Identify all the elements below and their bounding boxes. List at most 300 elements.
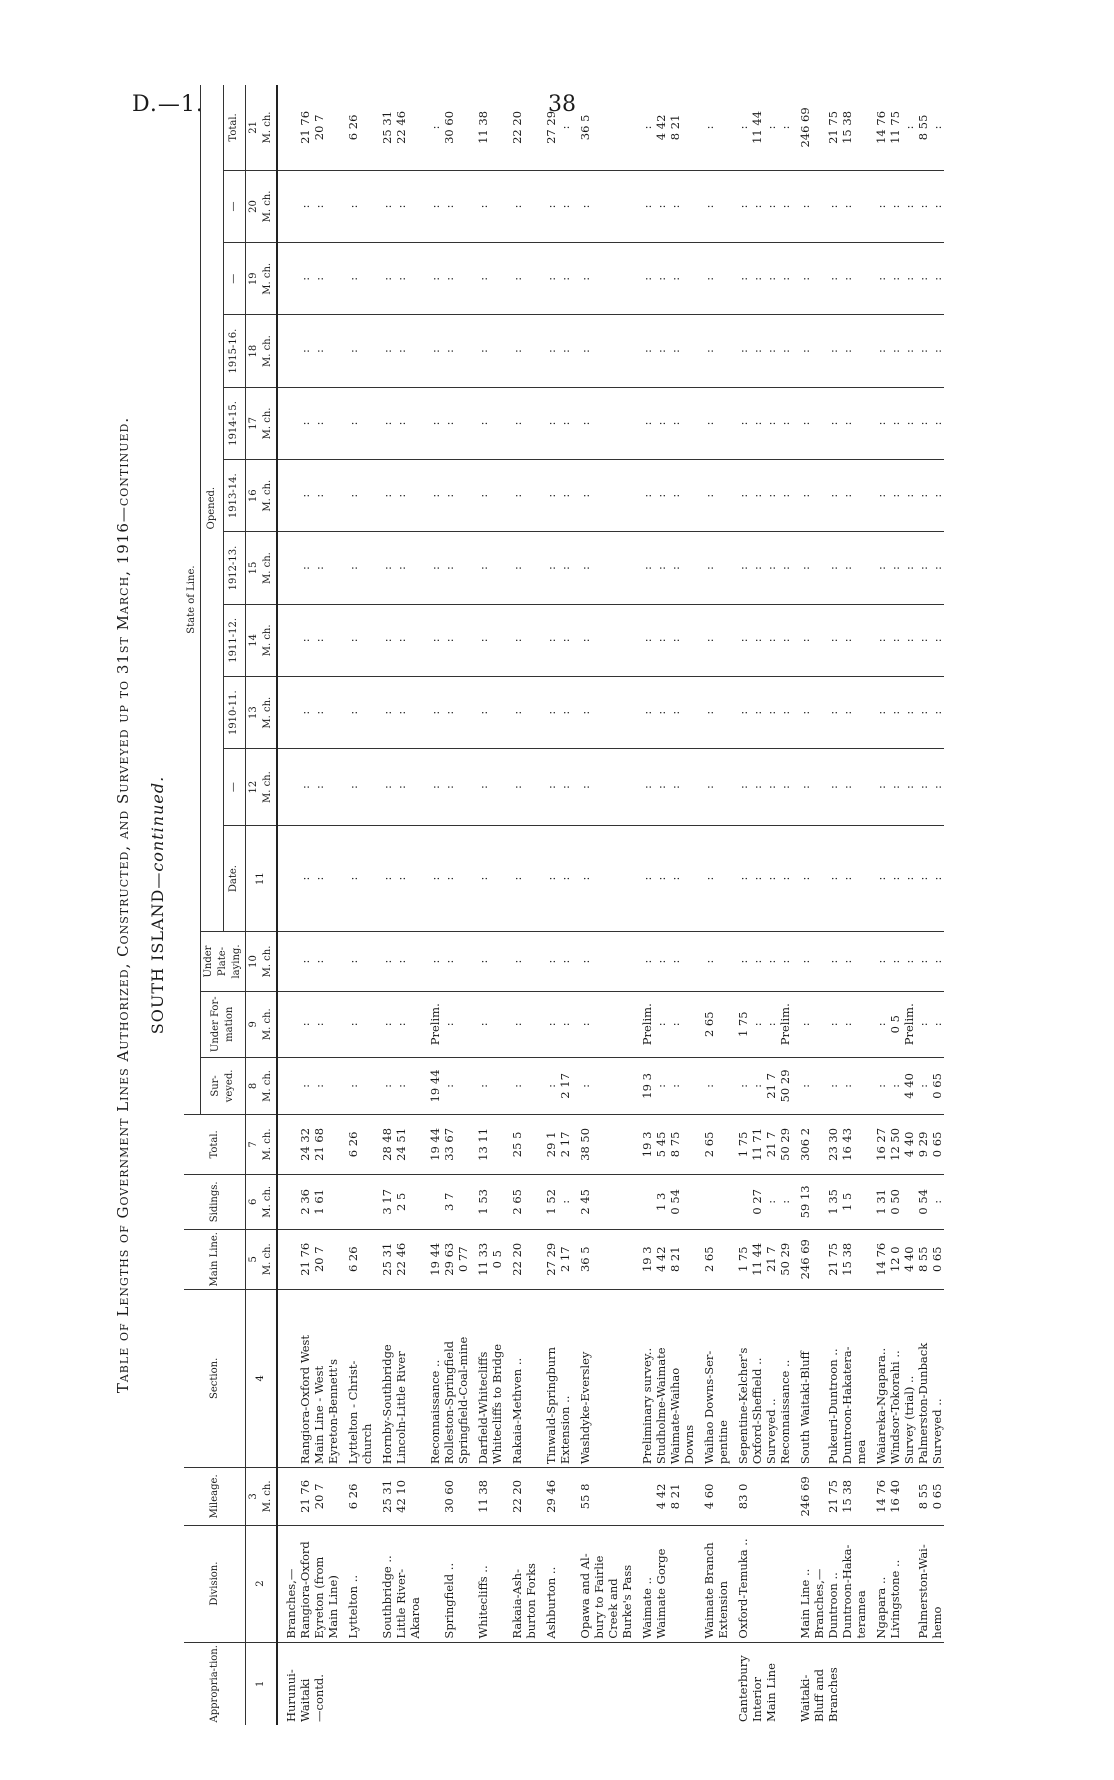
cell-total: 28 48 24 51 xyxy=(374,1115,422,1175)
cell-opened-1910: : : xyxy=(538,677,572,749)
cell-opened-1911: : xyxy=(572,604,634,676)
cell-opened-dash-3: : xyxy=(470,170,504,242)
header-section: Section. xyxy=(184,1289,246,1468)
cell-grand-total: 246 69 21 75 15 38 xyxy=(798,107,854,148)
cell-opened-1914: : : xyxy=(374,387,422,459)
cell-opened-1912: : : : : xyxy=(730,532,792,604)
header-1912: 1912-13. xyxy=(223,532,246,604)
cell-surveyed: : : 21 7 50 29 xyxy=(730,1057,792,1114)
cell-under-platelaying: : : xyxy=(538,932,572,992)
cell-mileage: 21 76 20 7 xyxy=(277,1468,340,1525)
col-num xyxy=(246,170,278,242)
cell-opened-1911: : : xyxy=(422,604,470,676)
cell-sidings: 3 7 xyxy=(422,1174,470,1229)
cell-opened-dash-2: : : xyxy=(374,243,422,315)
cell-grand-total: : 30 60 xyxy=(428,110,456,144)
cell-mileage: 22 20 xyxy=(504,1468,538,1525)
cell-under-formation: 1 75 : : Prelim. xyxy=(730,991,792,1057)
cell-main-line: 22 20 xyxy=(504,1229,538,1289)
cell-grand-total: 36 5 xyxy=(578,114,592,141)
cell-under-platelaying: : : : : : xyxy=(868,932,944,992)
cell-main-line: 36 5 xyxy=(572,1229,634,1289)
cell-under-formation: : 0 5 Prelim. : : xyxy=(868,991,944,1057)
cell-total: 306 2 23 30 16 43 xyxy=(792,1115,868,1175)
cell-opened-1911: : xyxy=(696,604,730,676)
cell-opened-1913: : : : : : xyxy=(868,460,944,532)
cell-total: 1 75 11 71 21 7 50 29 xyxy=(730,1115,792,1175)
cell-date: : xyxy=(470,825,504,931)
cell-opened-1915: : xyxy=(572,315,634,387)
cell-grand-total: 21 76 20 7 xyxy=(298,110,326,144)
page-reference: D.—1. xyxy=(132,92,204,117)
cell-under-formation: : xyxy=(470,991,504,1057)
header-opened: Opened. xyxy=(201,85,224,932)
cell-surveyed: : : xyxy=(374,1057,422,1114)
cell-main-line: 19 44 29 63 0 77 xyxy=(422,1229,470,1289)
cell-under-formation: : xyxy=(504,991,538,1057)
table-row xyxy=(470,85,504,1725)
cell-under-platelaying: : xyxy=(470,932,504,992)
cell-opened-1912: : xyxy=(340,532,374,604)
cell-opened-dash-2: : : : : : xyxy=(868,243,944,315)
cell-date: : : xyxy=(374,825,422,931)
cell-opened-dash: : : xyxy=(374,749,422,826)
cell-date: : : : xyxy=(634,825,696,931)
cell-opened-1910: : : : xyxy=(634,677,696,749)
cell-opened-dash: : : xyxy=(277,749,340,826)
table-caption: Table of Lengths of Government Lines Authorized, Constructed, and Surveyed up to 31st March, 1916—continued. xyxy=(114,416,132,1394)
cell-surveyed: 19 44 : xyxy=(422,1057,470,1114)
cell-opened-1912: : : xyxy=(422,532,470,604)
cell-grand-total: 22 20 xyxy=(510,110,524,144)
cell-sidings: 1 52 : xyxy=(538,1174,572,1229)
cell-opened-dash: : : : xyxy=(634,749,696,826)
subcaption-continued: continued. xyxy=(148,775,167,872)
rotated-table-block xyxy=(70,85,1030,1725)
cell-date: : : : : xyxy=(730,825,792,931)
cell-under-formation: 2 65 xyxy=(696,991,730,1057)
cell-opened-1910: : xyxy=(340,677,374,749)
header-main-line: Main Line. xyxy=(184,1229,246,1289)
header-1914: 1914-15. xyxy=(223,387,246,459)
cell-main-line: 6 26 xyxy=(340,1229,374,1289)
unit-label: M. ch. xyxy=(262,262,273,295)
cell-date: : xyxy=(696,825,730,931)
cell-total: 19 44 33 67 xyxy=(422,1115,470,1175)
cell-opened-1915: : xyxy=(696,315,730,387)
cell-opened-1913: : : : xyxy=(634,460,696,532)
header-1913: 1913-14. xyxy=(223,460,246,532)
unit-label: M. ch. xyxy=(262,624,273,657)
num-label: 13 xyxy=(248,706,259,720)
table-row xyxy=(730,85,792,1725)
cell-surveyed: : xyxy=(504,1057,538,1114)
cell-opened-dash-3: : : : : xyxy=(730,170,792,242)
cell-opened-1910: : : : : xyxy=(730,677,792,749)
cell-opened-1913: : : xyxy=(277,460,340,532)
unit-label: M. ch. xyxy=(262,111,273,144)
cell-sidings: 1 3 0 54 xyxy=(634,1174,696,1229)
cell-opened-1915: : xyxy=(504,315,538,387)
cell-grand-total: 6 26 xyxy=(346,114,360,141)
cell-opened-1914: : : xyxy=(422,387,470,459)
table-subcaption xyxy=(148,85,167,1725)
subcaption-main: SOUTH ISLAND— xyxy=(148,871,167,1035)
cell-opened-dash-2: : xyxy=(696,243,730,315)
column-number-row xyxy=(246,85,278,1725)
cell-total: 38 50 xyxy=(572,1115,634,1175)
table-row xyxy=(374,85,422,1725)
cell-opened-dash-3: : xyxy=(504,170,538,242)
unit-label: M. ch. xyxy=(262,771,273,804)
cell-opened-1914: : xyxy=(572,387,634,459)
table-row xyxy=(538,85,572,1725)
cell-opened-1913: : xyxy=(340,460,374,532)
cell-under-platelaying: : xyxy=(572,932,634,992)
cell-section: Tinwald-Springburn Extension .. xyxy=(538,1289,572,1468)
cell-under-platelaying: : : xyxy=(422,932,470,992)
cell-opened-1910: : xyxy=(696,677,730,749)
cell-surveyed: : : : xyxy=(792,1057,868,1114)
cell-under-formation: Prelim. : : xyxy=(634,991,696,1057)
cell-division: Oxford-Temuka .. xyxy=(730,1525,792,1642)
unit-label: M. ch. xyxy=(262,190,273,223)
col-num: 1 xyxy=(246,1642,278,1725)
col-num: 2 xyxy=(246,1525,278,1642)
header-under-formation: Under For-mation xyxy=(201,991,246,1057)
cell-opened-1910: : xyxy=(572,677,634,749)
cell-opened-1913: : xyxy=(504,460,538,532)
num-label: 9 xyxy=(248,1021,259,1028)
cell-opened-1911: : : : xyxy=(634,604,696,676)
header-total: Total. xyxy=(184,1115,246,1175)
col-num xyxy=(246,932,278,992)
cell-section: Reconnaissance .. Rolleston-Springfield Springfield-Coal-mine xyxy=(422,1289,470,1468)
cell-mileage: 4 60 xyxy=(696,1468,730,1525)
cell-opened-1911: : : xyxy=(277,604,340,676)
cell-opened-dash-3: : : xyxy=(277,170,340,242)
cell-section: Waihao Downs-Ser- pentine xyxy=(696,1289,730,1468)
cell-opened-dash: : : : xyxy=(792,749,868,826)
cell-under-platelaying: : : : : xyxy=(730,932,792,992)
col-num xyxy=(246,991,278,1057)
cell-date: : : xyxy=(422,825,470,931)
cell-opened-1912: : : : xyxy=(634,532,696,604)
num-label: 17 xyxy=(248,417,259,430)
cell-opened-1913: : : xyxy=(374,460,422,532)
table-row xyxy=(696,85,730,1725)
col-num xyxy=(246,85,278,170)
cell-opened-1915: : : : xyxy=(792,315,868,387)
num-label: 5 xyxy=(248,1256,259,1263)
header-dash-3: — xyxy=(223,170,246,242)
num-label: 3 xyxy=(248,1493,259,1500)
cell-date: : xyxy=(504,825,538,931)
unit-label: M. ch. xyxy=(262,1185,273,1218)
cell-division: Waimate Branch Extension xyxy=(696,1525,730,1642)
cell-main-line: 11 33 0 5 xyxy=(470,1229,504,1289)
cell-grand-total: 25 31 22 46 xyxy=(380,110,408,144)
cell-opened-1912: : xyxy=(504,532,538,604)
cell-sidings: 0 27 : : xyxy=(730,1174,792,1229)
cell-mileage: 246 69 21 75 15 38 xyxy=(792,1468,868,1525)
cell-opened-1914: : : : xyxy=(792,387,868,459)
cell-mileage: 30 60 xyxy=(422,1468,470,1525)
cell-main-line: 19 3 4 42 8 21 xyxy=(634,1229,696,1289)
cell-opened-dash-2: : xyxy=(572,243,634,315)
cell-under-platelaying: : xyxy=(504,932,538,992)
cell-opened-dash-3: : xyxy=(696,170,730,242)
cell-opened-dash-3: : : xyxy=(422,170,470,242)
table-row xyxy=(277,85,340,1725)
cell-opened-1911: : : : : xyxy=(730,604,792,676)
cell-opened-1910: : : xyxy=(277,677,340,749)
unit-label: M. ch. xyxy=(262,1128,273,1161)
cell-under-platelaying: : xyxy=(340,932,374,992)
lengths-table xyxy=(184,85,944,1725)
cell-total: 24 32 21 68 xyxy=(277,1115,340,1175)
cell-surveyed: : xyxy=(572,1057,634,1114)
cell-grand-total: 27 29 : xyxy=(544,110,572,144)
cell-mileage: 6 26 xyxy=(340,1468,374,1525)
cell-appropriation xyxy=(634,1642,696,1725)
cell-opened-dash: : : xyxy=(538,749,572,826)
col-num xyxy=(246,604,278,676)
cell-date: : : : : : xyxy=(868,825,944,931)
cell-appropriation xyxy=(340,1642,374,1725)
cell-section: Lyttelton - Christ- church xyxy=(340,1289,374,1468)
num-label: 6 xyxy=(248,1198,259,1206)
col-num xyxy=(246,1229,278,1289)
cell-opened-1915: : : : : : xyxy=(868,315,944,387)
cell-section: Darfield-Whitecliffs Whitecliffs to Bridge xyxy=(470,1289,504,1468)
cell-opened-1910: : : xyxy=(374,677,422,749)
cell-under-platelaying: : : xyxy=(277,932,340,992)
cell-under-formation: : : xyxy=(374,991,422,1057)
cell-sidings: 3 17 2 5 xyxy=(374,1174,422,1229)
cell-division: Rakaia-Ash- burton Forks xyxy=(504,1525,538,1642)
cell-opened-1913: : xyxy=(470,460,504,532)
cell-section: Washdyke-Eversley xyxy=(572,1289,634,1468)
cell-opened-1914: : xyxy=(470,387,504,459)
cell-under-formation: : : xyxy=(538,991,572,1057)
cell-opened-1913: : : xyxy=(538,460,572,532)
col-num xyxy=(246,315,278,387)
cell-main-line: 25 31 22 46 xyxy=(374,1229,422,1289)
cell-opened-1912: : xyxy=(696,532,730,604)
cell-appropriation xyxy=(422,1642,470,1725)
unit-label: M. ch. xyxy=(262,552,273,584)
cell-division: Opawa and Al- bury to Fairlie Creek and Burke's Pass xyxy=(572,1525,634,1642)
table-row xyxy=(340,85,374,1725)
cell-total: 25 5 xyxy=(504,1115,538,1175)
cell-appropriation xyxy=(470,1642,504,1725)
cell-opened-1910: : : : : : xyxy=(868,677,944,749)
cell-opened-dash-2: : : : xyxy=(792,243,868,315)
cell-mileage: 29 46 xyxy=(538,1468,572,1525)
cell-opened-dash-3: : : xyxy=(374,170,422,242)
cell-main-line: 21 76 20 7 xyxy=(277,1229,340,1289)
cell-opened-dash: : : : : xyxy=(730,749,792,826)
cell-opened-dash-2: : : : xyxy=(634,243,696,315)
unit-label: M. ch. xyxy=(262,407,273,440)
header-1915: 1915-16. xyxy=(223,315,246,387)
cell-opened-dash: : xyxy=(340,749,374,826)
cell-opened-dash-2: : : xyxy=(538,243,572,315)
cell-under-platelaying: : xyxy=(696,932,730,992)
cell-grand-total: : 11 44 : : xyxy=(736,110,792,144)
cell-opened-1914: : : : : : xyxy=(868,387,944,459)
cell-section: Rangiora-Oxford West Main Line - West Eyreton-Bennett's xyxy=(277,1289,340,1468)
cell-mileage: 14 76 16 40 8 55 0 65 xyxy=(868,1468,944,1525)
cell-opened-dash-2: : : : : xyxy=(730,243,792,315)
cell-mileage: 83 0 xyxy=(730,1468,792,1525)
header-mileage: Mileage. xyxy=(184,1468,246,1525)
col-num xyxy=(246,1174,278,1229)
cell-division: Whitecliffs .. xyxy=(470,1525,504,1642)
cell-opened-1912: : : xyxy=(374,532,422,604)
cell-opened-1913: : : : xyxy=(792,460,868,532)
cell-opened-1915: : : xyxy=(374,315,422,387)
cell-sidings: 2 45 xyxy=(572,1174,634,1229)
cell-grand-total: : 4 42 8 21 xyxy=(640,114,682,141)
cell-opened-1912: : : xyxy=(277,532,340,604)
unit-label: M. ch. xyxy=(262,1070,273,1102)
header-grand-total: Total. xyxy=(223,85,246,170)
cell-total: 2 65 xyxy=(696,1115,730,1175)
cell-total: 6 26 xyxy=(340,1115,374,1175)
cell-sidings: 1 53 xyxy=(470,1174,504,1229)
cell-opened-1915: : : xyxy=(538,315,572,387)
cell-under-formation: : : xyxy=(277,991,340,1057)
col-num xyxy=(246,1057,278,1114)
cell-sidings: 1 31 0 50 0 54 : xyxy=(868,1174,944,1229)
num-label: 20 xyxy=(248,200,259,213)
cell-opened-1911: : : : : : xyxy=(868,604,944,676)
cell-opened-dash-3: : : : xyxy=(634,170,696,242)
unit-label: M. ch. xyxy=(262,1480,273,1513)
cell-appropriation: Canterbury Interior Main Line xyxy=(730,1642,792,1725)
cell-under-platelaying: : : xyxy=(374,932,422,992)
cell-opened-dash-3: : : : xyxy=(792,170,868,242)
cell-opened-1912: : : : xyxy=(792,532,868,604)
num-label: 15 xyxy=(248,561,259,575)
num-label: 14 xyxy=(248,634,259,647)
cell-main-line: 1 75 11 44 21 7 50 29 xyxy=(730,1229,792,1289)
num-label: 10 xyxy=(248,955,259,968)
cell-opened-dash: : xyxy=(696,749,730,826)
cell-appropriation xyxy=(868,1642,944,1725)
cell-division: Branches,— Rangiora-Oxford Eyreton (from Main Line) xyxy=(277,1525,340,1642)
cell-section: Waiareka-Ngapara.. Windsor-Tokorahi .. Survey (trial) .. Palmerston-Dunback Surveyed .. xyxy=(868,1289,944,1468)
num-label: 12 xyxy=(248,780,259,794)
num-label: 21 xyxy=(248,121,259,134)
col-num xyxy=(246,387,278,459)
cell-opened-1911: : xyxy=(340,604,374,676)
cell-opened-1915: : xyxy=(340,315,374,387)
cell-grand-total: 14 76 11 75 : 8 55 : xyxy=(874,110,944,144)
cell-division: Waimate .. Waimate Gorge xyxy=(634,1525,696,1642)
cell-appropriation xyxy=(696,1642,730,1725)
cell-opened-dash-3: : xyxy=(572,170,634,242)
cell-division: Lyttelton .. xyxy=(340,1525,374,1642)
cell-date: : xyxy=(340,825,374,931)
cell-total: 13 11 xyxy=(470,1115,504,1175)
cell-opened-1914: : : : xyxy=(634,387,696,459)
table-row xyxy=(504,85,538,1725)
cell-surveyed: 19 3 : : xyxy=(634,1057,696,1114)
cell-section: Hornby-Southbridge Lincoln-Little River xyxy=(374,1289,422,1468)
cell-opened-dash-3: : : : : : xyxy=(868,170,944,242)
header-date: Date. xyxy=(223,825,246,931)
header-state-of-line: State of Line. xyxy=(184,85,201,1115)
cell-opened-dash-3: : : xyxy=(538,170,572,242)
cell-opened-1911: : : xyxy=(374,604,422,676)
cell-date: : : : xyxy=(792,825,868,931)
cell-appropriation xyxy=(538,1642,572,1725)
col-num: 11 xyxy=(246,825,278,931)
col-num xyxy=(246,1115,278,1175)
cell-under-platelaying: : : : xyxy=(792,932,868,992)
cell-main-line: 246 69 21 75 15 38 xyxy=(792,1229,868,1289)
cell-appropriation xyxy=(504,1642,538,1725)
unit-label: M. ch. xyxy=(262,335,273,368)
cell-opened-1911: : xyxy=(470,604,504,676)
cell-appropriation: Waitaki- Bluff and Branches xyxy=(792,1642,868,1725)
cell-opened-1910: : xyxy=(504,677,538,749)
cell-appropriation xyxy=(572,1642,634,1725)
cell-surveyed: : xyxy=(470,1057,504,1114)
header-dash-1: — xyxy=(223,749,246,826)
cell-opened-1911: : : xyxy=(538,604,572,676)
table-row xyxy=(792,85,868,1725)
num-label: 16 xyxy=(248,489,259,503)
cell-surveyed: : : xyxy=(277,1057,340,1114)
col-num xyxy=(246,749,278,826)
cell-under-formation: Prelim. : xyxy=(422,991,470,1057)
cell-section: South Waitaki-Bluff Pukeuri-Duntroon .. Duntroon-Hakatera- mea xyxy=(792,1289,868,1468)
cell-opened-dash: : xyxy=(470,749,504,826)
header-under-platelaying: Under Plate-laying. xyxy=(201,932,246,992)
cell-opened-1910: : : xyxy=(422,677,470,749)
header-sidings: Sidings. xyxy=(184,1174,246,1229)
cell-opened-dash: : xyxy=(504,749,538,826)
table-row xyxy=(634,85,696,1725)
cell-section: Rakaia-Methven .. xyxy=(504,1289,538,1468)
cell-opened-dash-2: : : xyxy=(422,243,470,315)
cell-under-formation: : xyxy=(572,991,634,1057)
cell-date: : xyxy=(572,825,634,931)
cell-section: Preliminary survey.. Studholme-Waimate Waimate-Waihao Downs xyxy=(634,1289,696,1468)
unit-label: M. ch. xyxy=(262,1008,273,1041)
header-surveyed: Sur-veyed. xyxy=(201,1057,246,1114)
cell-opened-1912: : xyxy=(572,532,634,604)
cell-opened-1914: : : xyxy=(538,387,572,459)
cell-appropriation: Hurunui- Waitaki —contd. xyxy=(277,1642,340,1725)
cell-opened-1915: : : : xyxy=(634,315,696,387)
table-row xyxy=(868,85,944,1725)
col-num xyxy=(246,532,278,604)
cell-grand-total: 11 38 xyxy=(476,110,490,144)
cell-opened-1914: : xyxy=(696,387,730,459)
cell-opened-dash-2: : xyxy=(470,243,504,315)
cell-sidings xyxy=(696,1174,730,1229)
cell-under-formation: : : : xyxy=(792,991,868,1057)
cell-mileage: 4 42 8 21 xyxy=(634,1468,696,1525)
cell-sidings: 59 13 1 35 1 5 xyxy=(792,1174,868,1229)
cell-surveyed: : xyxy=(340,1057,374,1114)
cell-opened-dash-2: : : xyxy=(277,243,340,315)
